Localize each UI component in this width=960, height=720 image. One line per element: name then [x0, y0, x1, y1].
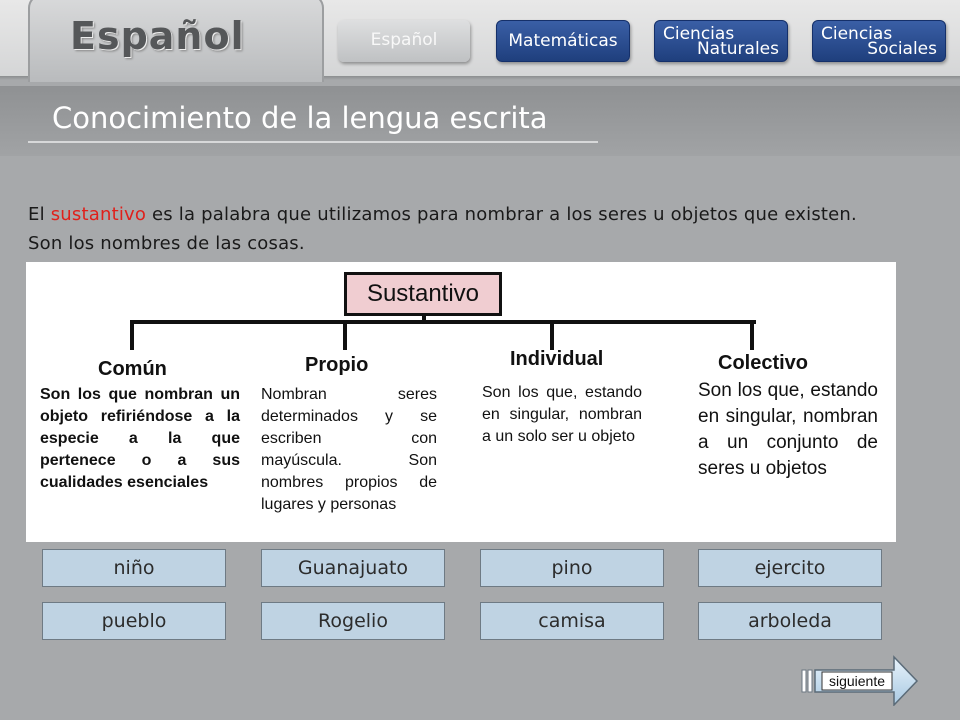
category-individual-description: Son los que, estando en singular, nombran a un solo ser u objeto [482, 384, 642, 445]
next-arrow-icon [798, 654, 920, 706]
sustantivo-diagram [26, 262, 896, 542]
nav-matematicas-label: Matemáticas [508, 31, 618, 51]
word-button-ejercito[interactable]: ejercito [698, 549, 882, 587]
category-propio-description: Nombran seres determinados y se escriben con mayúscula. Son nombres propios de lugares y personas [261, 386, 437, 513]
diagram-branch-individual [550, 320, 554, 350]
word-button-camisa[interactable]: camisa [480, 602, 664, 640]
word-button-rogelio[interactable]: Rogelio [261, 602, 445, 640]
word-button-nino[interactable]: niño [42, 549, 226, 587]
category-propio-title: Propio [305, 354, 369, 376]
word-button-pueblo[interactable]: pueblo [42, 602, 226, 640]
nav-espanol-button[interactable] [338, 20, 470, 62]
next-button[interactable] [798, 654, 920, 706]
nav-ciencias-sociales-line1: Ciencias [821, 24, 893, 44]
category-colectivo-title: Colectivo [718, 352, 809, 374]
nav-ciencias-sociales-button[interactable] [812, 20, 946, 62]
intro-text-before: El [28, 204, 51, 225]
diagram-branch-propio [343, 320, 347, 350]
intro-text-after: es la palabra que utilizamos para nombrar a los seres u objetos que existen. Son los nombres de las cosas. [28, 204, 857, 254]
category-colectivo-description: Son los que, estando en singular, nombran a un conjunto de seres u objetos [698, 380, 878, 479]
diagram-branch-line [130, 320, 756, 324]
subject-title: Español [70, 14, 245, 58]
nav-ciencias-sociales-line2: Sociales [867, 39, 937, 59]
diagram-root-box: Sustantivo [344, 272, 502, 316]
category-comun-title: Común [98, 358, 167, 380]
nav-espanol-label: Español [370, 30, 438, 50]
intro-keyword: sustantivo [50, 204, 147, 225]
nav-ciencias-naturales-line2: Naturales [696, 39, 779, 59]
word-button-guanajuato[interactable]: Guanajuato [261, 549, 445, 587]
diagram-branch-comun [130, 320, 134, 350]
next-button-label: siguiente [828, 673, 886, 689]
section-title: Conocimiento de la lengua escrita [52, 101, 548, 135]
section-divider [28, 141, 598, 143]
nav-matematicas-button[interactable] [496, 20, 630, 62]
word-button-pino[interactable]: pino [480, 549, 664, 587]
diagram-branch-colectivo [750, 320, 754, 350]
category-individual-title: Individual [510, 348, 604, 370]
nav-ciencias-naturales-line1: Ciencias [663, 24, 735, 44]
category-comun-description: Son los que nombran un objeto refiriéndose a la especie a la que pertenece o a sus cualidades esenciales [40, 386, 240, 491]
word-button-arboleda[interactable]: arboleda [698, 602, 882, 640]
nav-ciencias-naturales-button[interactable] [654, 20, 788, 62]
intro-paragraph [28, 200, 888, 258]
